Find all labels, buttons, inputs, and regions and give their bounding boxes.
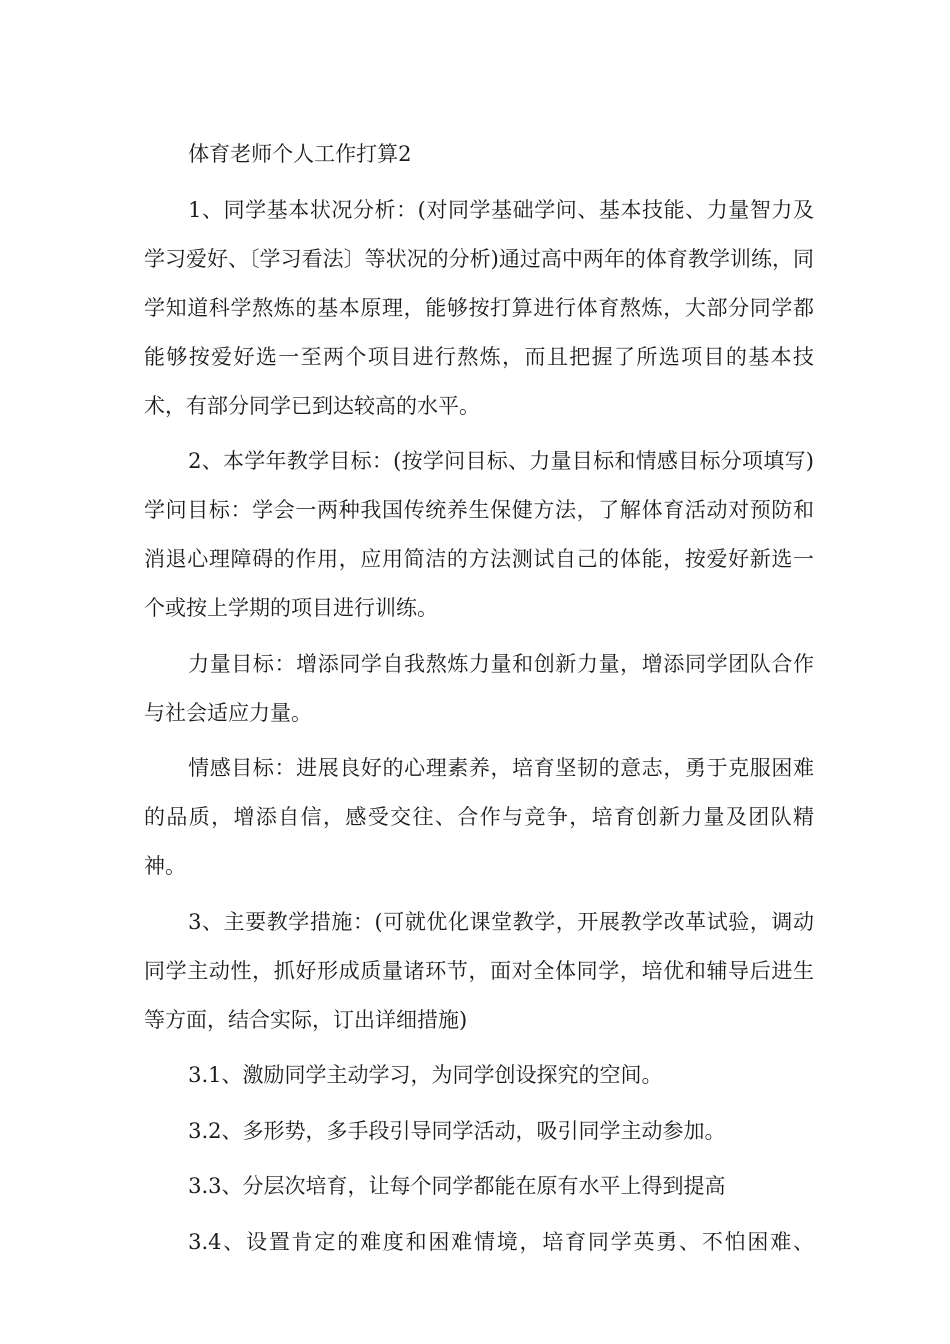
paragraph-measure-3-3: 3.3、分层次培育，让每个同学都能在原有水平上得到提高 bbox=[188, 1174, 726, 1198]
paragraph-teaching-measures: 3、主要教学措施：(可就优化课堂教学，开展教学改革试验，调动同学主动性，抓好形成质量诸环节，面对全体同学，培优和辅导后进生等方面，结合实际，订出详细措施) bbox=[144, 909, 814, 1032]
paragraph-ability-goals: 力量目标：增添同学自我熬炼力量和创新力量，增添同学团队合作与社会适应力量。 bbox=[144, 651, 814, 725]
paragraph-measure-3-2: 3.2、多形势，多手段引导同学活动，吸引同学主动参加。 bbox=[188, 1118, 726, 1143]
paragraph-emotion-goals: 情感目标：进展良好的心理素养，培育坚韧的意志，勇于克服困难的品质，增添自信，感受交往、合作与竞争，培育创新力量及团队精神。 bbox=[144, 756, 814, 878]
document-title: 体育老师个人工作打算2 bbox=[188, 142, 412, 166]
paragraph-measure-3-4: 3.4、设置肯定的难度和困难情境，培育同学英勇、不怕困难、 bbox=[188, 1229, 814, 1254]
document-body bbox=[144, 130, 814, 1273]
paragraph-measure-3-1: 3.1、激励同学主动学习，为同学创设探究的空间。 bbox=[188, 1063, 663, 1087]
paragraph-student-analysis: 1、同学基本状况分析：(对同学基础学问、基本技能、力量智力及学习爱好、〔学习看法〕等状况的分析)通过高中两年的体育教学训练，同学知道科学熬炼的基本原理，能够按打算进行体育熬炼，大部分同学都能够按爱好选一至两个项目进行熬炼，而且把握了所选项目的基本技术，有部分同学已到达较高的水平。 bbox=[144, 197, 814, 418]
paragraph-teaching-goals: 2、本学年教学目标：(按学问目标、力量目标和情感目标分项填写)学问目标：学会一两种我国传统养生保健方法，了解体育活动对预防和消退心理障碍的作用，应用简洁的方法测试自己的体能，按爱好新选一个或按上学期的项目进行训练。 bbox=[144, 449, 814, 620]
